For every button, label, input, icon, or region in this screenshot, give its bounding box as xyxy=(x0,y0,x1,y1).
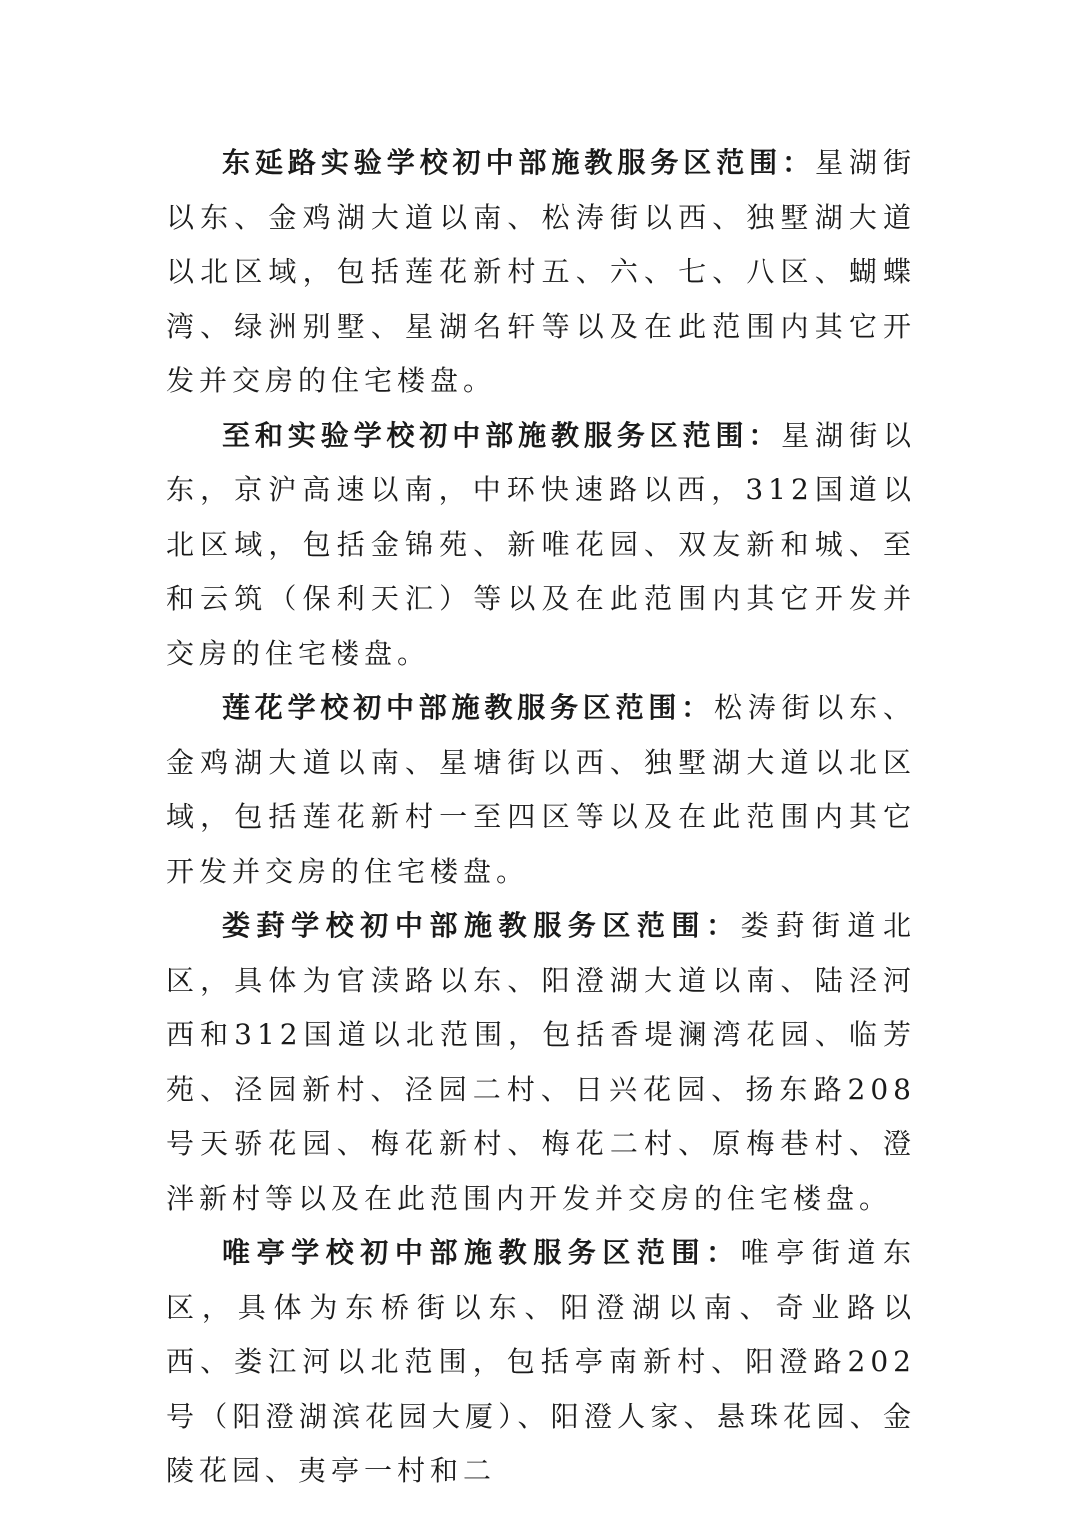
paragraph-heading: 莲花学校初中部施教服务区范围： xyxy=(222,691,714,724)
paragraph-body: 星湖街以东、金鸡湖大道以南、松涛街以西、独墅湖大道以北区域，包括莲花新村五、六、七、八区、蝴蝶湾、绿洲别墅、星湖名轩等以及在此范围内其它开发并交房的住宅楼盘。 xyxy=(166,146,916,397)
paragraph-body: 松涛街以东、金鸡湖大道以南、星塘街以西、独墅湖大道以北区域，包括莲花新村一至四区等以及在此范围内其它开发并交房的住宅楼盘。 xyxy=(166,691,916,888)
paragraph-body: 星湖街以东，京沪高速以南，中环快速路以西，312国道以北区域，包括金锦苑、新唯花园、双友新和城、至和云筑（保利天汇）等以及在此范围内其它开发并交房的住宅楼盘。 xyxy=(166,418,916,670)
paragraph-dongyanlu xyxy=(166,136,916,409)
paragraph-body: 娄葑街道北区，具体为官渎路以东、阳澄湖大道以南、陆泾河西和312国道以北范围，包括香堤澜湾花园、临芳苑、泾园新村、泾园二村、日兴花园、扬东路208号天骄花园、梅花新村、梅花二村、原梅巷村、澄泮新村等以及在此范围内开发并交房的住宅楼盘。 xyxy=(166,909,916,1215)
document-page xyxy=(166,136,916,1499)
paragraph-zhihe xyxy=(166,409,916,682)
paragraph-heading: 至和实验学校初中部施教服务区范围： xyxy=(222,418,782,452)
paragraph-weiting xyxy=(166,1226,916,1499)
paragraph-lianhua xyxy=(166,681,916,899)
paragraph-loufeng xyxy=(166,899,916,1226)
paragraph-body: 唯亭街道东区，具体为东桥街以东、阳澄湖以南、奇业路以西、娄江河以北范围，包括亭南新村、阳澄路202号（阳澄湖滨花园大厦）、阳澄人家、悬珠花园、金陵花园、夷亭一村和二 xyxy=(166,1236,916,1487)
paragraph-heading: 东延路实验学校初中部施教服务区范围： xyxy=(222,146,816,179)
paragraph-heading: 唯亭学校初中部施教服务区范围： xyxy=(222,1236,741,1269)
paragraph-heading: 娄葑学校初中部施教服务区范围： xyxy=(222,909,741,942)
